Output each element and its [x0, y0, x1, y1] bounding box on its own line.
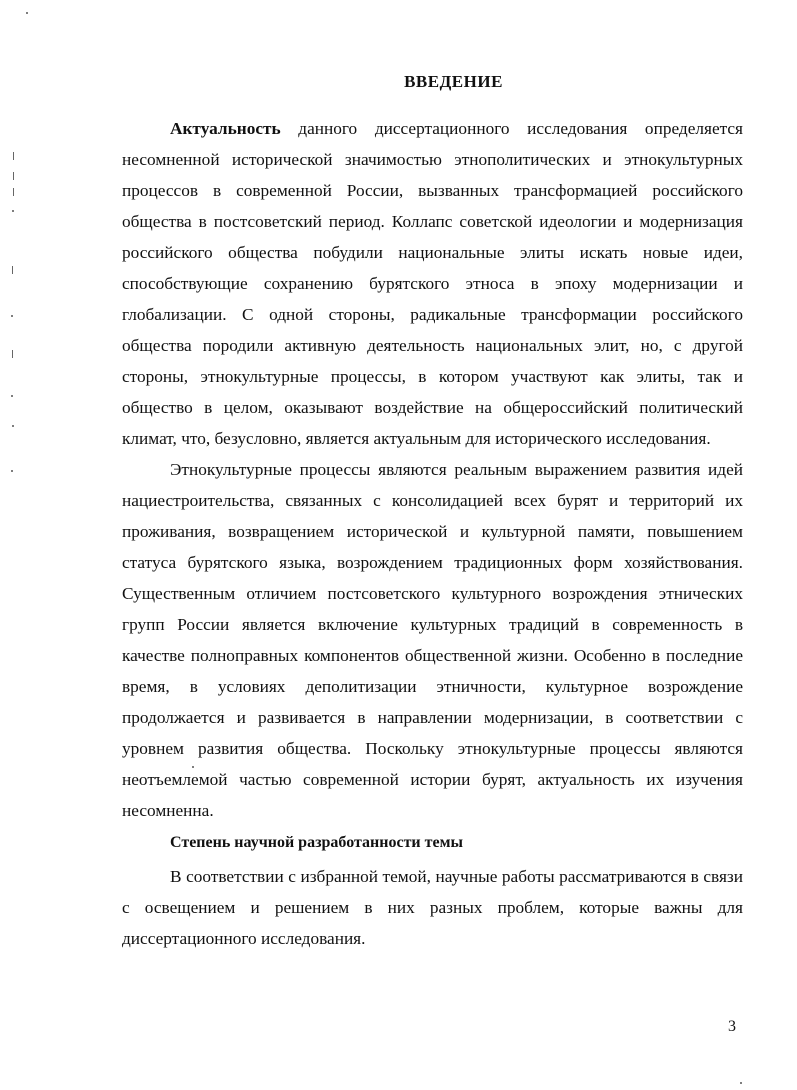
- scan-speck: [12, 425, 14, 427]
- scan-speck: [26, 12, 28, 14]
- paragraph-research-works: В соответствии с избранной темой, научные работы рассматриваются в связи с освещением и решением в них разных проблем, которые важны для диссертационного исследования.: [122, 867, 743, 948]
- scan-speck: [11, 395, 13, 397]
- page-number: 3: [728, 1018, 736, 1035]
- scan-mark: [13, 172, 14, 180]
- relevance-text: данного диссертационного исследования определяется несомненной исторической значимостью этнополитических и этнокультурных процессов в современной России, вызванных трансформацией российского общества в постсоветский период. Коллапс советской идеологии и модернизация российского общества побудили национальные элиты искать новые идеи, способствующие сохранению бурятского этноса в эпоху модернизации и глобализации. С одной стороны, радикальные трансформации российского общества породили активную деятельность национальных элит, но, с другой стороны, этнокультурные процессы, в котором участвуют как элиты, так и общество в целом, оказывают воздействие на общероссийский политический климат, что, безусловно, является актуальным для исторического исследования.: [122, 119, 743, 448]
- paragraph-ethnocultural: Этнокультурные процессы являются реальным выражением развития идей нациестроительства, связанных с консолидацией всех бурят и территорий их проживания, возвращением исторической и культурной памяти, повышением статуса бурятского языка, возрождением традиционных форм хозяйствования. Существенным отличием постсоветского культурного возрождения этнических групп России является включение культурных традиций в современность в качестве полноправных компонентов общественной жизни. Особенно в последние время, в условиях деполитизации этничности, культурное возрождение продолжается и развивается в направлении модернизации, в соответствии с уровнем развития общества. Поскольку этнокультурные процессы являются неотъемлемой частью современной истории бурят, актуальность их изучения несомненна.: [122, 460, 743, 820]
- scan-speck: [11, 315, 13, 317]
- section-heading: Степень научной разработанности темы: [170, 834, 463, 851]
- scan-speck: [11, 470, 13, 472]
- scan-mark: [12, 266, 13, 274]
- paragraph-relevance: [122, 113, 743, 454]
- body-text: [122, 113, 743, 954]
- page-title: ВВЕДЕНИЕ: [404, 72, 503, 91]
- scan-mark: [13, 152, 14, 160]
- scan-speck: [192, 766, 194, 768]
- relevance-lead: Актуальность: [170, 119, 281, 138]
- scan-speck: [12, 210, 14, 212]
- scan-speck: [740, 1082, 742, 1084]
- scan-mark: [13, 188, 14, 196]
- scan-mark: [12, 350, 13, 358]
